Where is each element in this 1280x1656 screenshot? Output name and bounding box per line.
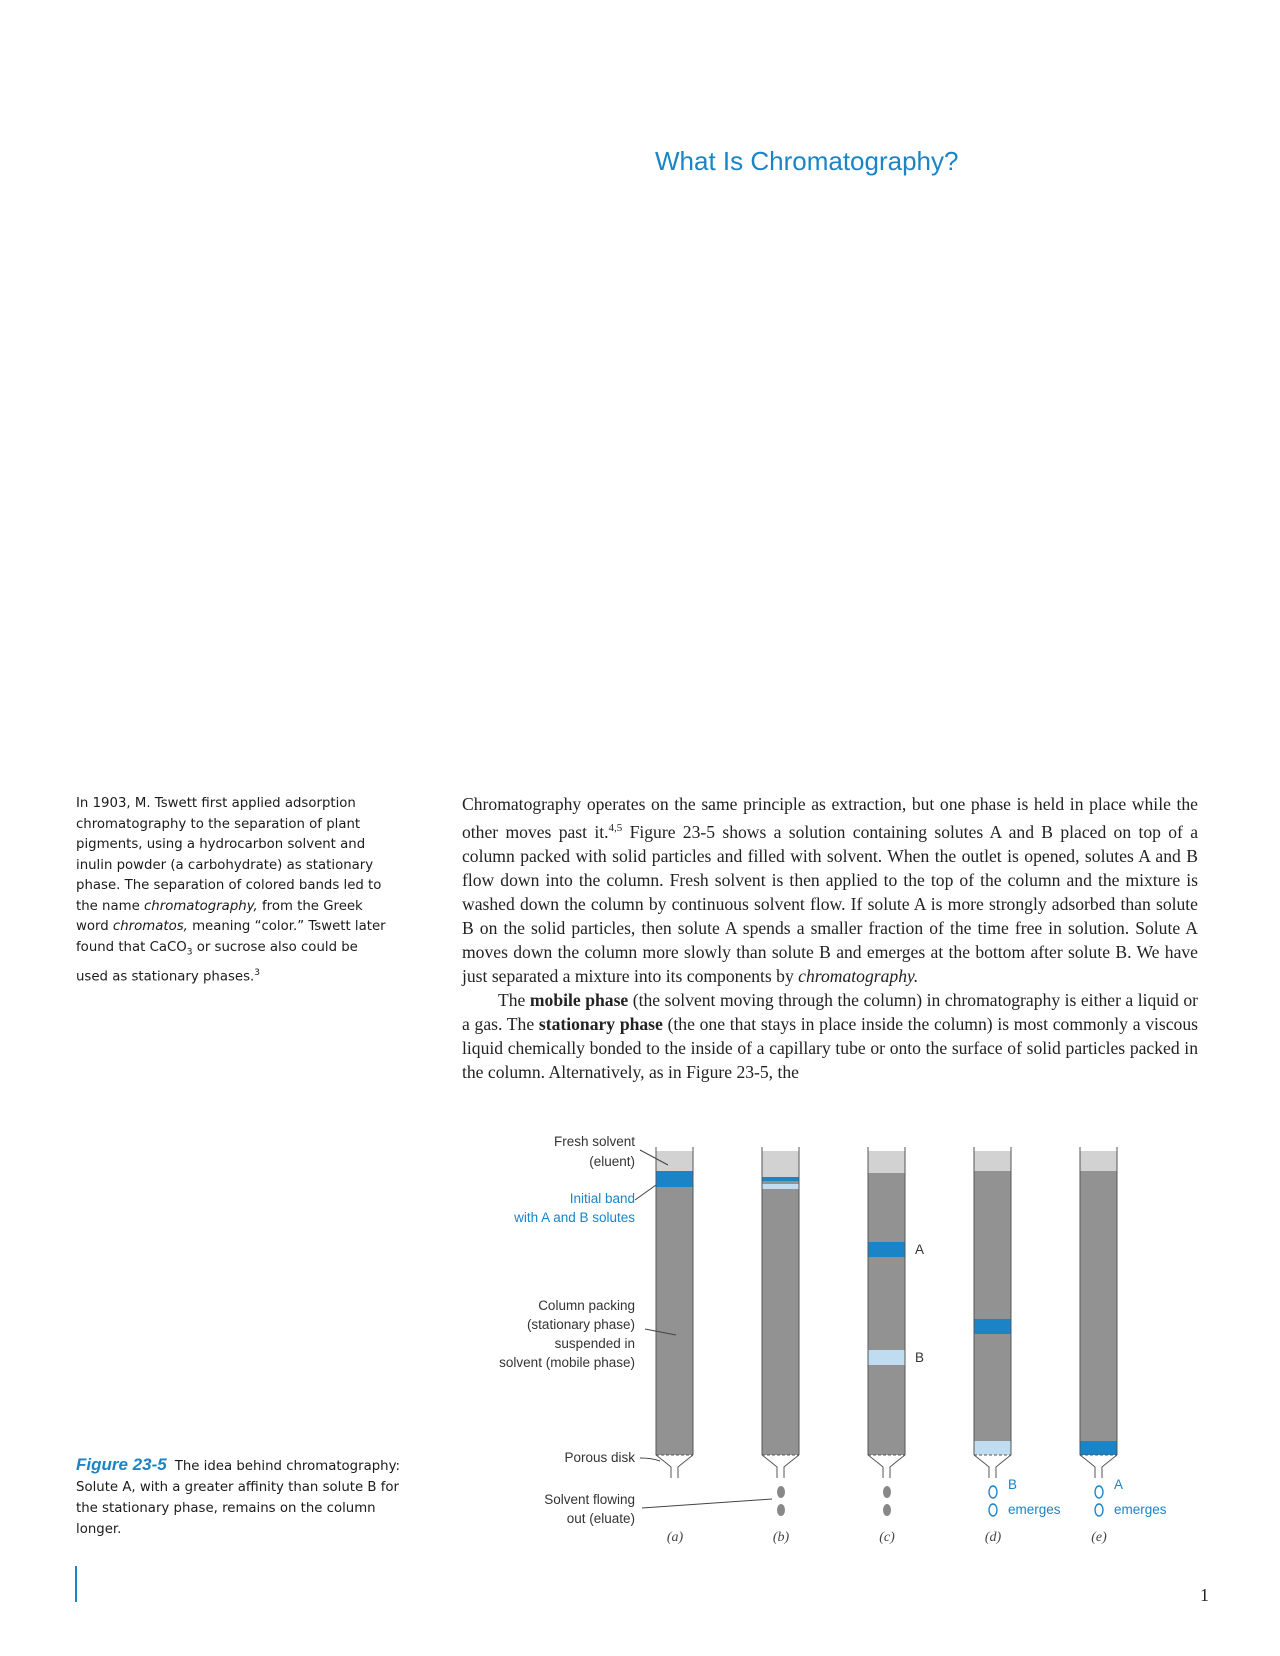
margin-note-line: found that CaCO$_3$ or sucrose also could be <box>76 939 358 958</box>
label-b-emerges-letter: B <box>1008 1477 1018 1492</box>
leader-initial-band <box>635 1185 656 1200</box>
paragraph-2: The mobile phase (the solvent moving through the column) in chromatography is either a liquid or a gas. The stationary phase (the one that stays in place inside the column) is most commonly a viscous liquid chemically bonded to the inside of a capillary tube or onto the surface of solid particles packed in the column. Alternatively, as in Figure 23-5, the <box>462 989 1198 1082</box>
margin-note-line: phase. The separation of colored bands led to <box>76 878 382 893</box>
label-column-packing: Column packing <box>538 1298 635 1313</box>
label-fresh-solvent: Fresh solvent <box>553 1134 635 1149</box>
figure-label: Figure 23-5 <box>76 1455 167 1474</box>
margin-note-line: In 1903, M. Tswett first applied adsorption <box>76 796 356 811</box>
label-b-emerges: emerges <box>1008 1502 1061 1517</box>
label-a-emerges: emerges <box>1114 1502 1167 1517</box>
margin-note-line: pigments, using a hydrocarbon solvent and <box>76 837 366 852</box>
margin-note-line: word chromatos, meaning “color.” Tswett later <box>76 919 386 934</box>
panel-label-b: (b) <box>772 1530 790 1545</box>
panel-label-d: (d) <box>984 1530 1002 1545</box>
panel-label-a: (a) <box>666 1530 684 1545</box>
panel-label-c: (c) <box>879 1530 895 1545</box>
label-initial-band-solutes: with A and B solutes <box>514 1210 635 1225</box>
label-suspended-in: suspended in <box>554 1336 635 1351</box>
column-e <box>1080 1147 1117 1516</box>
column-d <box>974 1147 1011 1516</box>
panel-label-e: (e) <box>1091 1530 1107 1545</box>
column-c <box>868 1147 905 1516</box>
margin-accent-bar <box>75 1566 77 1602</box>
label-mobile-phase: solvent (mobile phase) <box>499 1355 635 1370</box>
label-stationary-phase: (stationary phase) <box>526 1317 635 1332</box>
section-title: What Is Chromatography? <box>655 146 959 176</box>
label-solvent-flowing: Solvent flowing <box>544 1492 635 1507</box>
margin-note-line: inulin powder (a carbohydrate) as stationary <box>76 857 374 873</box>
leader-porous-disk <box>640 1458 660 1461</box>
label-band-b: B <box>915 1350 925 1365</box>
paragraph-1: Chromatography operates on the same principle as extraction, but one phase is held in place while the other moves past it.$^{4,5}$ Figure 23-5 shows a solution containing solutes A and B placed on top of a column packed with solid particles and filled with solvent. When the outlet is opened, solutes A and B flow down into the column. Fresh solvent is then applied to the top of the column and the mixture is washed down the column by continuous solvent flow. If solute A is more strongly adsorbed than solute B on the solid particles, then solute A spends a smaller fraction of the time free in solution. Solute A moves down the column more slowly than solute B and emerges at the bottom after solute B. We have just separated a mixture into its components by chromatography. <box>462 794 1198 986</box>
label-porous-disk: Porous disk <box>564 1450 635 1465</box>
page-number: 1 <box>1200 1585 1209 1605</box>
caption-text: The idea behind chromatography: Solute A, with a greater affinity than solute B for the stationary phase, remains on the column longer. <box>76 1459 400 1537</box>
label-initial-band: Initial band <box>569 1191 635 1206</box>
column-a <box>656 1147 693 1478</box>
leader-eluate <box>642 1499 772 1508</box>
figure-caption <box>76 1454 416 1540</box>
label-eluate: out (eluate) <box>566 1511 635 1526</box>
margin-note-line: chromatography to the separation of plant <box>76 816 361 832</box>
label-eluent: (eluent) <box>589 1154 635 1169</box>
margin-note-line: used as stationary phases.$^3$ <box>76 967 260 985</box>
label-band-a: A <box>915 1242 925 1257</box>
column-b <box>762 1147 799 1516</box>
label-a-emerges-letter: A <box>1114 1477 1124 1492</box>
margin-note-line: the name chromatography, from the Greek <box>76 898 363 914</box>
